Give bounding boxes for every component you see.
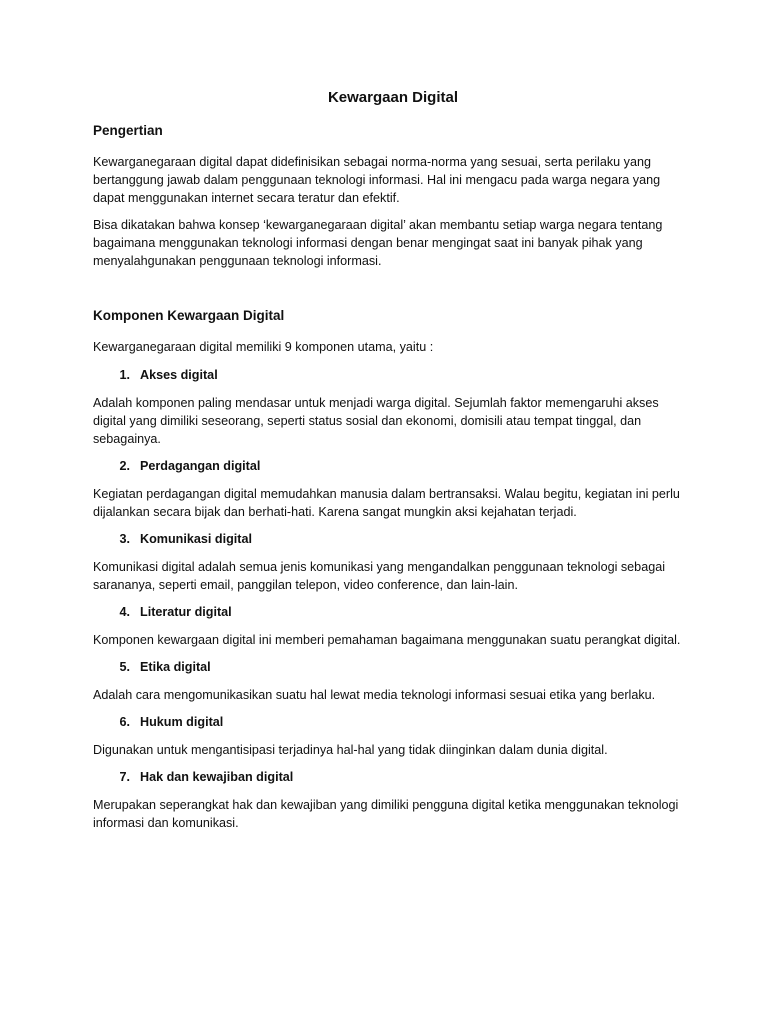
list-item-title: Perdagangan digital bbox=[140, 459, 261, 473]
list-item-description: Adalah cara mengomunikasikan suatu hal lewat media teknologi informasi sesuai etika yang berlaku. bbox=[93, 688, 656, 702]
document-title: Kewargaan Digital bbox=[327, 89, 459, 106]
list-item-title: Etika digital bbox=[140, 660, 211, 674]
list-item-literatur-digital bbox=[93, 603, 683, 621]
list-item-perdagangan-digital bbox=[93, 457, 683, 475]
section-heading-pengertian: Pengertian bbox=[93, 123, 163, 138]
document-body bbox=[93, 89, 683, 841]
list-item-description: Kegiatan perdagangan digital memudahkan manusia dalam bertransaksi. Walau begitu, kegiatan ini perlu dijalankan secara bijak dan berhati-hati. Karena sangat mungkin aksi kejahatan terjadi. bbox=[93, 487, 680, 519]
list-number: 7. bbox=[119, 770, 130, 784]
list-item-title: Hukum digital bbox=[140, 715, 224, 729]
section-heading-komponen: Komponen Kewargaan Digital bbox=[93, 308, 285, 323]
list-number: 3. bbox=[119, 532, 130, 546]
list-number: 1. bbox=[119, 368, 130, 382]
list-number: 4. bbox=[119, 605, 130, 619]
list-item-description: Adalah komponen paling mendasar untuk menjadi warga digital. Sejumlah faktor memengaruhi akses digital yang dimiliki seseorang, seperti status sosial dan ekonomi, domisili atau tempat tinggal, dan sebagainya. bbox=[93, 396, 659, 446]
paragraph-intro: Kewarganegaraan digital memiliki 9 komponen utama, yaitu : bbox=[93, 340, 434, 354]
list-item-etika-digital bbox=[93, 658, 683, 676]
list-number: 2. bbox=[119, 459, 130, 473]
list-item-title: Literatur digital bbox=[140, 605, 232, 619]
list-item-description: Merupakan seperangkat hak dan kewajiban yang dimiliki pengguna digital ketika menggunakan teknologi informasi dan komunikasi. bbox=[93, 798, 679, 830]
list-number: 6. bbox=[119, 715, 130, 729]
list-item-title: Komunikasi digital bbox=[140, 532, 252, 546]
spacer bbox=[93, 279, 683, 308]
paragraph: Kewarganegaraan digital dapat didefinisikan sebagai norma-norma yang sesuai, serta perilaku yang bertanggung jawab dalam penggunaan teknologi informasi. Hal ini mengacu pada warga negara yang dapat menggunakan internet secara teratur dan efektif. bbox=[93, 155, 661, 205]
list-item-komunikasi-digital bbox=[93, 530, 683, 548]
list-item-title: Akses digital bbox=[140, 368, 218, 382]
list-item-hukum-digital bbox=[93, 713, 683, 731]
list-item-hak-kewajiban-digital bbox=[93, 768, 683, 786]
list-item-akses-digital bbox=[93, 366, 683, 384]
list-item-description: Digunakan untuk mengantisipasi terjadinya hal-hal yang tidak diinginkan dalam dunia digital. bbox=[93, 743, 608, 757]
list-item-title: Hak dan kewajiban digital bbox=[140, 770, 294, 784]
list-item-description: Komponen kewargaan digital ini memberi pemahaman bagaimana menggunakan suatu perangkat digital. bbox=[93, 633, 681, 647]
list-item-description: Komunikasi digital adalah semua jenis komunikasi yang mengandalkan penggunaan teknologi sebagai sarananya, seperti email, panggilan telepon, video conference, dan lain-lain. bbox=[93, 560, 666, 592]
list-number: 5. bbox=[119, 660, 130, 674]
paragraph: Bisa dikatakan bahwa konsep ‘kewarganegaraan digital’ akan membantu setiap warga negara tentang bagaimana menggunakan teknologi informasi dengan benar mengingat saat ini banyak pihak yang menyalahgunakan penggunaan teknologi informasi. bbox=[93, 218, 663, 268]
